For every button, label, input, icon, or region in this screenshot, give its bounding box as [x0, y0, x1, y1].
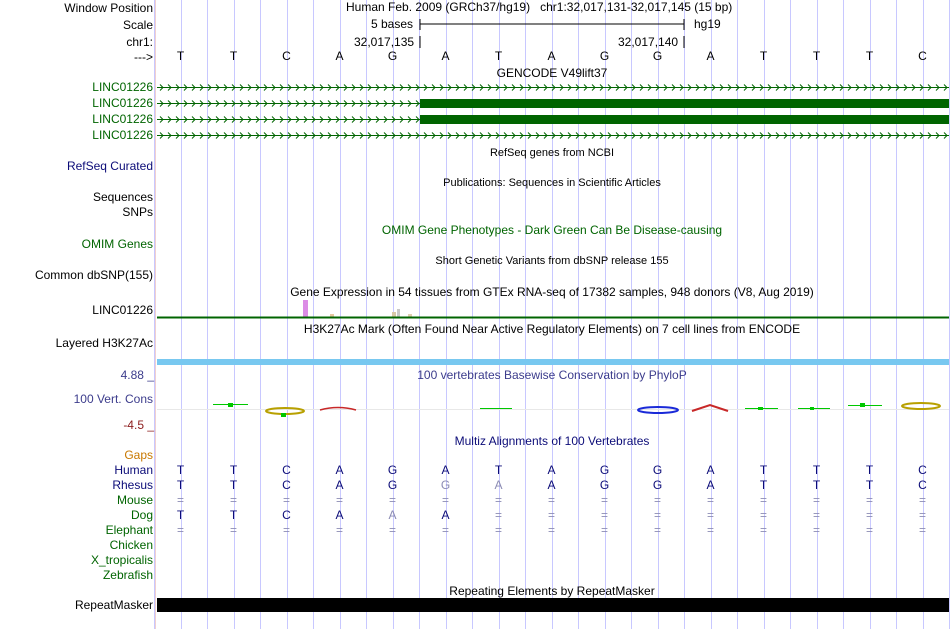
refseq-title: RefSeq genes from NCBI [489, 147, 615, 159]
multiz-base: A [388, 508, 397, 522]
multiz-base: G [387, 478, 398, 492]
gtex-title: Gene Expression in 54 tissues from GTEx RNA-seq of 17382 samples, 948 donors (V8, Aug 2019) [290, 285, 814, 299]
multiz-gaps-label[interactable]: Gaps [124, 448, 153, 462]
repeatmasker-block[interactable] [0, 598, 950, 614]
multiz-base: = [547, 493, 556, 507]
multiz-base: C [918, 478, 927, 492]
multiz-base: = [494, 493, 503, 507]
sequence-base: A [547, 49, 556, 63]
scale-bar [0, 0, 950, 60]
gencode-item-4-label[interactable]: LINC01226 [92, 128, 153, 142]
coord-left: 32,017,135 [354, 35, 415, 49]
multiz-species-label[interactable]: Human [114, 463, 153, 477]
phylop-bar [810, 407, 814, 410]
sequence-base: A [335, 49, 344, 63]
multiz-base: C [282, 478, 291, 492]
multiz-base: = [918, 508, 927, 522]
strand-label: ---> [134, 50, 153, 64]
multiz-species-label[interactable]: Dog [130, 508, 153, 522]
multiz-base: = [600, 493, 609, 507]
multiz-base: = [706, 508, 715, 522]
multiz-species-label[interactable]: X_tropicalis [90, 553, 153, 567]
chrom-label: chr1: [126, 35, 153, 49]
multiz-species-label[interactable]: Elephant [105, 523, 153, 537]
multiz-base: = [494, 508, 503, 522]
multiz-base: = [282, 523, 291, 537]
multiz-base: = [812, 523, 821, 537]
phylop-bar [228, 403, 233, 407]
multiz-base: C [282, 463, 291, 477]
sequence-base: T [494, 49, 503, 63]
omim-label[interactable]: OMIM Genes [81, 237, 153, 251]
multiz-base: = [282, 493, 291, 507]
phylop-glyph-c [902, 403, 940, 409]
multiz-base: = [494, 523, 503, 537]
scale-text: 5 bases [371, 17, 414, 31]
sequence-base: T [865, 49, 874, 63]
multiz-base: = [918, 523, 927, 537]
multiz-base: = [759, 508, 768, 522]
multiz-title: Multiz Alignments of 100 Vertebrates [454, 434, 650, 448]
multiz-base: = [547, 508, 556, 522]
multiz-base: T [812, 463, 821, 477]
phylop-label[interactable]: 100 Vert. Cons [73, 392, 153, 406]
publications-label-sequences[interactable]: Sequences [92, 190, 153, 204]
sequence-base: T [812, 49, 821, 63]
multiz-base: C [282, 508, 291, 522]
multiz-base: G [599, 478, 610, 492]
phylop-graph[interactable] [0, 396, 950, 426]
sequence-base: G [599, 49, 610, 63]
repeatmasker-title: Repeating Elements by RepeatMasker [449, 584, 655, 598]
multiz-base: = [653, 523, 662, 537]
multiz-base: T [229, 463, 238, 477]
phylop-bar [281, 413, 286, 417]
dbsnp-label[interactable]: Common dbSNP(155) [34, 268, 153, 282]
multiz-base: = [441, 523, 450, 537]
phylop-title: 100 vertebrates Basewise Conservation by PhyloP [417, 368, 687, 382]
multiz-base: = [865, 508, 874, 522]
multiz-species-label[interactable]: Zebrafish [102, 568, 153, 582]
multiz-base: A [494, 478, 503, 492]
phylop-min-label: -4.5 _ [123, 418, 154, 432]
dbsnp-title: Short Genetic Variants from dbSNP release 155 [435, 255, 669, 267]
multiz-base: = [547, 523, 556, 537]
multiz-base: = [335, 493, 344, 507]
multiz-base: G [652, 463, 663, 477]
multiz-base: G [599, 463, 610, 477]
h3k27ac-title: H3K27Ac Mark (Often Found Near Active Regulatory Elements) on 7 cell lines from ENCODE [303, 322, 801, 336]
gtex-graph[interactable] [0, 298, 950, 320]
multiz-base: = [812, 493, 821, 507]
phylop-bar [860, 403, 865, 407]
repeatmasker-label[interactable]: RepeatMasker [74, 598, 153, 612]
multiz-base: A [441, 463, 450, 477]
h3k27ac-signal[interactable] [0, 359, 950, 367]
scale-label: Scale [122, 18, 153, 32]
sequence-base: G [387, 49, 398, 63]
multiz-base: T [176, 508, 185, 522]
multiz-base: A [547, 478, 556, 492]
multiz-base: = [229, 493, 238, 507]
multiz-base: T [176, 478, 185, 492]
multiz-base: = [918, 493, 927, 507]
db-label: hg19 [694, 17, 721, 31]
gencode-item-1-label[interactable]: LINC01226 [92, 80, 153, 94]
phylop-glyph-a [692, 405, 728, 411]
gencode-item-3-label[interactable]: LINC01226 [92, 112, 153, 126]
multiz-base: C [918, 463, 927, 477]
multiz-base: = [600, 523, 609, 537]
gencode-exon-block [420, 99, 949, 108]
multiz-base: A [335, 478, 344, 492]
gencode-item-2-label[interactable]: LINC01226 [92, 96, 153, 110]
multiz-base: A [335, 508, 344, 522]
multiz-base: A [706, 463, 715, 477]
multiz-base: = [812, 508, 821, 522]
multiz-base: A [335, 463, 344, 477]
multiz-base: = [229, 523, 238, 537]
gencode-title: GENCODE V49lift37 [496, 66, 608, 80]
multiz-base: T [865, 478, 874, 492]
multiz-species-label[interactable]: Chicken [109, 538, 153, 552]
h3k27ac-label[interactable]: Layered H3K27Ac [55, 336, 153, 350]
assembly-title: Human Feb. 2009 (GRCh37/hg19) chr1:32,017,131-32,017,145 (15 bp) [346, 0, 733, 14]
multiz-base: G [652, 478, 663, 492]
phylop-bar [758, 407, 763, 410]
multiz-base: = [759, 493, 768, 507]
multiz-base: T [759, 463, 768, 477]
sequence-base: C [918, 49, 927, 63]
gencode-exon-block [420, 115, 949, 124]
multiz-base: = [388, 493, 397, 507]
multiz-base: T [176, 463, 185, 477]
multiz-base: = [653, 508, 662, 522]
multiz-base: T [494, 463, 503, 477]
sequence-base: T [229, 49, 238, 63]
multiz-species-label[interactable]: Rhesus [112, 478, 153, 492]
multiz-base: A [441, 508, 450, 522]
sequence-base: A [441, 49, 450, 63]
multiz-base: T [759, 478, 768, 492]
refseq-label[interactable]: RefSeq Curated [66, 159, 153, 173]
gencode-features[interactable] [0, 78, 950, 158]
publications-title: Publications: Sequences in Scientific Articles [443, 177, 661, 189]
gtex-label[interactable]: LINC01226 [92, 303, 153, 317]
multiz-base: = [335, 523, 344, 537]
sequence-base: C [282, 49, 291, 63]
publications-label-snps[interactable]: SNPs [122, 205, 153, 219]
multiz-base: = [865, 523, 874, 537]
multiz-base: = [441, 493, 450, 507]
multiz-base: = [865, 493, 874, 507]
multiz-base: = [706, 493, 715, 507]
multiz-base: A [706, 478, 715, 492]
coord-right: 32,017,140 [618, 35, 679, 49]
multiz-base: = [176, 493, 185, 507]
sequence-base: T [759, 49, 768, 63]
multiz-base: T [229, 508, 238, 522]
phylop-max-label: 4.88 _ [120, 368, 154, 382]
sequence-base: T [176, 49, 185, 63]
multiz-base: T [812, 478, 821, 492]
multiz-base: A [547, 463, 556, 477]
window-position-label: Window Position [64, 1, 153, 15]
multiz-species-label[interactable]: Mouse [116, 493, 153, 507]
multiz-base: T [865, 463, 874, 477]
multiz-base: T [229, 478, 238, 492]
omim-title: OMIM Gene Phenotypes - Dark Green Can Be Disease-causing [381, 223, 723, 237]
multiz-base: G [387, 463, 398, 477]
multiz-base: = [653, 493, 662, 507]
multiz-base: = [759, 523, 768, 537]
multiz-base: = [176, 523, 185, 537]
multiz-base: G [440, 478, 451, 492]
multiz-base: = [706, 523, 715, 537]
sequence-base: A [706, 49, 715, 63]
multiz-base: = [600, 508, 609, 522]
multiz-base: = [388, 523, 397, 537]
sequence-base: G [652, 49, 663, 63]
